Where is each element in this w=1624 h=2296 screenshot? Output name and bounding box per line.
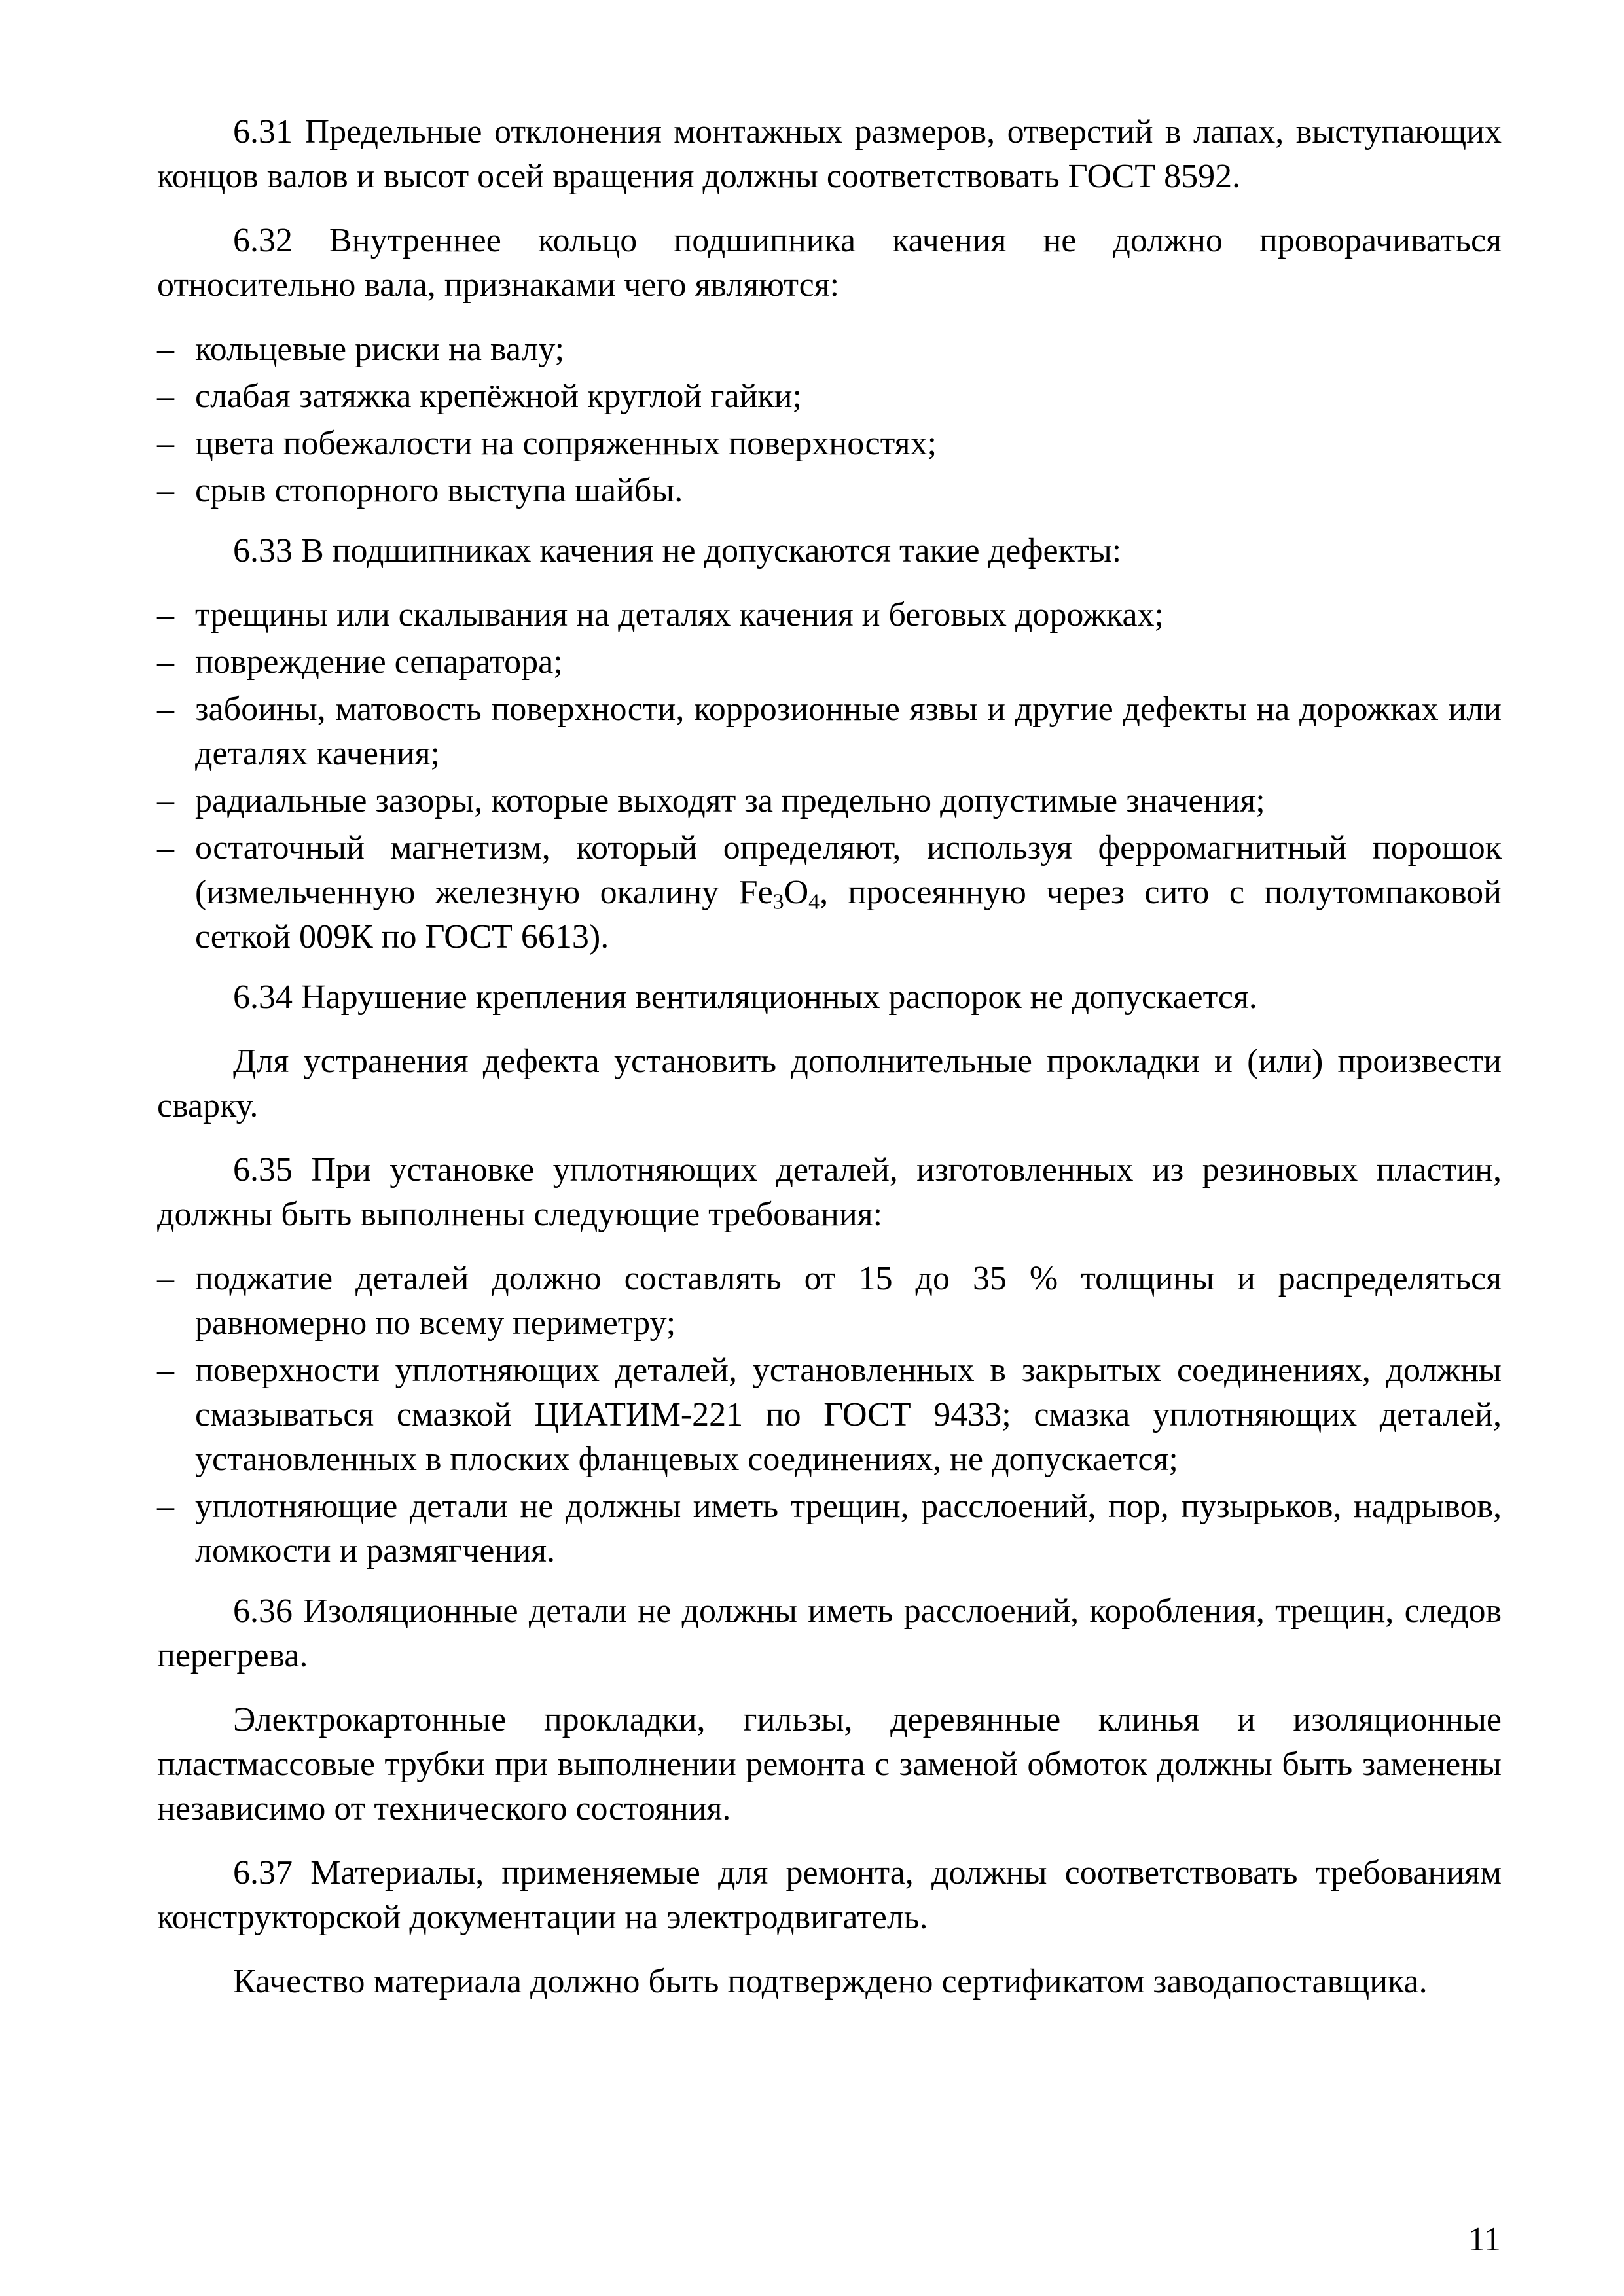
list-item (157, 687, 1502, 776)
paragraph-6-33: 6.33 В подшипниках качения не допускаются такие дефекты: (233, 532, 1122, 569)
list-item-text: кольцевые риски на валу; (195, 331, 565, 368)
list-item-text: трещины или скалывания на деталях качения и беговых дорожках; (195, 596, 1164, 634)
dash-marker: – (157, 829, 174, 867)
dash-marker: – (157, 782, 174, 819)
list-6-35 (157, 1257, 1502, 1573)
dash-marker: – (157, 472, 174, 509)
dash-marker: – (157, 1260, 174, 1297)
paragraph-6-32: 6.32 Внутреннее кольцо подшипника качения не должно проворачиваться относительно вала, признаками чего являются: (157, 222, 1502, 304)
list-item-text: радиальные зазоры, которые выходят за предельно допустимые значения; (195, 782, 1265, 819)
list-item-text-end: , просеянную через сито с полутомпаковой сеткой 009К по ГОСТ 6613). (195, 874, 1502, 956)
subscript-3: 3 (772, 889, 784, 914)
paragraph-6-36: 6.36 Изоляционные детали не должны иметь расслоений, коробления, трещин, следов перегрева. (157, 1592, 1502, 1674)
list-item (157, 422, 1502, 466)
list-item-text: забоины, матовость поверхности, коррозионные язвы и другие дефекты на дорожках или деталях качения; (195, 691, 1502, 772)
dash-marker: – (157, 425, 174, 462)
list-item-text: поджатие деталей должно составлять от 15 до 35 % толщины и распределяться равномерно по всему периметру; (195, 1260, 1502, 1342)
list-item-text-mid: O (784, 874, 809, 911)
dash-marker: – (157, 331, 174, 368)
dash-marker: – (157, 378, 174, 415)
list-item (157, 593, 1502, 637)
dash-marker: – (157, 1352, 174, 1389)
paragraph-6-37: 6.37 Материалы, применяемые для ремонта, должны соответствовать требованиям конструкторской документации на электродвигатель. (157, 1854, 1502, 1936)
list-item-text: цвета побежалости на сопряженных поверхностях; (195, 425, 937, 462)
dash-marker: – (157, 643, 174, 681)
list-item (157, 1348, 1502, 1482)
list-item-text: поверхности уплотняющих деталей, установленных в закрытых соединениях, должны смазываться смазкой ЦИАТИМ-221 по ГОСТ 9433; смазка уплотняющих деталей, установленных в плоских фланцевых соединениях, не допускается; (195, 1352, 1502, 1478)
list-item-text: повреждение сепаратора; (195, 643, 563, 681)
subscript-4: 4 (808, 889, 820, 914)
list-item (157, 327, 1502, 372)
paragraph-6-35: 6.35 При установке уплотняющих деталей, изготовленных из резиновых пластин, должны быть выполнены следующие требования: (157, 1151, 1502, 1233)
list-item (157, 640, 1502, 685)
page-content (157, 110, 1502, 2024)
list-item (157, 469, 1502, 513)
list-item-text: уплотняющие детали не должны иметь трещин, расслоений, пор, пузырьков, надрывов, ломкости и размягчения. (195, 1488, 1502, 1570)
page-number: 11 (1468, 2221, 1501, 2258)
paragraph-6-36-replacement: Электрокартонные прокладки, гильзы, деревянные клинья и изоляционные пластмассовые трубки при выполнении ремонта с заменой обмоток должны быть заменены независимо от технического состояния. (157, 1701, 1502, 1827)
dash-marker: – (157, 1488, 174, 1525)
list-6-33 (157, 593, 1502, 960)
list-item (157, 1257, 1502, 1346)
paragraph-6-34: 6.34 Нарушение крепления вентиляционных распорок не допускается. (233, 978, 1257, 1016)
dash-marker: – (157, 691, 174, 728)
paragraph-6-31: 6.31 Предельные отклонения монтажных размеров, отверстий в лапах, выступающих концов валов и высот осей вращения должны соответствовать ГОСТ 8592. (157, 113, 1502, 195)
dash-marker: – (157, 596, 174, 634)
list-6-32 (157, 327, 1502, 513)
list-item-text: слабая затяжка крепёжной круглой гайки; (195, 378, 802, 415)
list-item-text: срыв стопорного выступа шайбы. (195, 472, 683, 509)
list-item (157, 1484, 1502, 1573)
paragraph-6-37-certificate: Качество материала должно быть подтверждено сертификатом заводапоставщика. (233, 1963, 1428, 2000)
list-item-text-start: остаточный магнетизм, который определяют, используя ферромагнитный порошок (измельченную железную окалину Fe (195, 829, 1502, 911)
list-item (157, 374, 1502, 419)
paragraph-6-34-repair: Для устранения дефекта установить дополнительные прокладки и (или) произвести сварку. (157, 1043, 1502, 1124)
list-item (157, 826, 1502, 960)
list-item (157, 779, 1502, 823)
